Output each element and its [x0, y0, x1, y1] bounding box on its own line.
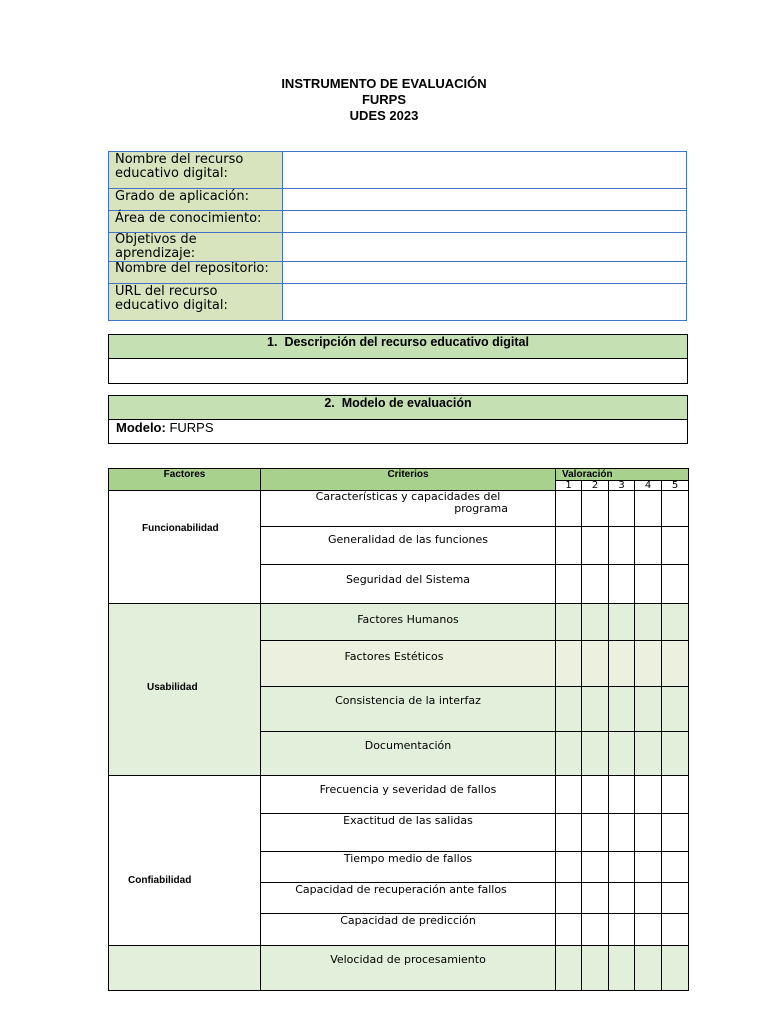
- header-criteria: Criterios: [261, 469, 556, 491]
- rating-cell[interactable]: [662, 491, 689, 527]
- rating-cell[interactable]: [582, 852, 609, 883]
- rating-cell[interactable]: [582, 776, 609, 814]
- rating-cell[interactable]: [582, 527, 609, 565]
- rating-cell[interactable]: [635, 687, 662, 732]
- rating-cell[interactable]: [582, 565, 609, 604]
- resource-info-table: [108, 151, 687, 321]
- rating-cell[interactable]: [662, 814, 689, 852]
- rating-cell[interactable]: [609, 604, 635, 641]
- info-label-objectives: Objetivos de aprendizaje:: [109, 233, 283, 262]
- rating-cell[interactable]: [609, 732, 635, 776]
- rating-cell[interactable]: [556, 641, 582, 687]
- rating-cell[interactable]: [609, 883, 635, 914]
- criterion-mean-time-failures: Tiempo medio de fallos: [261, 852, 556, 883]
- document-title: [0, 76, 768, 124]
- scale-5: 5: [662, 481, 689, 491]
- rating-cell[interactable]: [609, 491, 635, 527]
- info-value-grade[interactable]: [283, 189, 687, 211]
- criterion-aesthetic-factors: Factores Estéticos: [261, 641, 556, 687]
- rating-cell[interactable]: [556, 914, 582, 946]
- section-description: [108, 334, 688, 384]
- criterion-documentation: Documentación: [261, 732, 556, 776]
- rating-cell[interactable]: [609, 946, 635, 991]
- factor-performance: [109, 946, 261, 991]
- rating-cell[interactable]: [556, 732, 582, 776]
- rating-cell[interactable]: [582, 604, 609, 641]
- rating-cell[interactable]: [582, 914, 609, 946]
- rating-cell[interactable]: [662, 883, 689, 914]
- rating-cell[interactable]: [662, 732, 689, 776]
- rating-cell[interactable]: [635, 491, 662, 527]
- scale-2: 2: [582, 481, 609, 491]
- rating-cell[interactable]: [662, 565, 689, 604]
- info-label-url: URL del recurso educativo digital:: [109, 284, 283, 321]
- rating-cell[interactable]: [635, 732, 662, 776]
- rating-cell[interactable]: [556, 491, 582, 527]
- rating-cell[interactable]: [556, 946, 582, 991]
- rating-cell[interactable]: [582, 491, 609, 527]
- rating-cell[interactable]: [635, 776, 662, 814]
- rating-cell[interactable]: [609, 527, 635, 565]
- info-label-knowledge-area: Área de conocimiento:: [109, 211, 283, 233]
- rating-cell[interactable]: [582, 814, 609, 852]
- rating-cell[interactable]: [609, 914, 635, 946]
- rating-cell[interactable]: [582, 732, 609, 776]
- info-value-repository[interactable]: [283, 262, 687, 284]
- info-value-resource-name[interactable]: [283, 152, 687, 189]
- rating-cell[interactable]: [635, 814, 662, 852]
- rating-cell[interactable]: [556, 883, 582, 914]
- info-label-repository: Nombre del repositorio:: [109, 262, 283, 284]
- section-model: [108, 395, 688, 444]
- scale-3: 3: [609, 481, 635, 491]
- info-label-resource-name: Nombre del recurso educativo digital:: [109, 152, 283, 189]
- rating-cell[interactable]: [662, 946, 689, 991]
- rating-cell[interactable]: [635, 641, 662, 687]
- rating-cell[interactable]: [556, 527, 582, 565]
- model-value: FURPS: [165, 420, 214, 435]
- rating-cell[interactable]: [582, 641, 609, 687]
- rating-cell[interactable]: [635, 852, 662, 883]
- rating-cell[interactable]: [556, 687, 582, 732]
- rating-cell[interactable]: [582, 687, 609, 732]
- title-line-1: INSTRUMENTO DE EVALUACIÓN: [281, 76, 487, 91]
- rating-cell[interactable]: [635, 565, 662, 604]
- rating-cell[interactable]: [609, 852, 635, 883]
- rating-cell[interactable]: [556, 814, 582, 852]
- model-label: Modelo:: [116, 420, 166, 435]
- header-rating: Valoración: [556, 469, 689, 481]
- rating-cell[interactable]: [609, 814, 635, 852]
- section-model-header: 2. Modelo de evaluación: [109, 396, 687, 420]
- criterion-failure-frequency: Frecuencia y severidad de fallos: [261, 776, 556, 814]
- factor-functionality: Funcionabilidad: [109, 491, 261, 604]
- rating-cell[interactable]: [635, 883, 662, 914]
- criterion-human-factors: Factores Humanos: [261, 604, 556, 641]
- header-factors: Factores: [109, 469, 261, 491]
- evaluation-table: [108, 468, 689, 991]
- rating-cell[interactable]: [556, 852, 582, 883]
- rating-cell[interactable]: [662, 776, 689, 814]
- rating-cell[interactable]: [662, 604, 689, 641]
- factor-reliability: Confiabilidad: [109, 776, 261, 946]
- criterion-output-accuracy: Exactitud de las salidas: [261, 814, 556, 852]
- rating-cell[interactable]: [556, 776, 582, 814]
- rating-cell[interactable]: [582, 883, 609, 914]
- info-value-objectives[interactable]: [283, 233, 687, 262]
- title-line-3: UDES 2023: [349, 108, 419, 123]
- rating-cell[interactable]: [609, 565, 635, 604]
- criterion-security: Seguridad del Sistema: [261, 565, 556, 604]
- rating-cell[interactable]: [662, 914, 689, 946]
- rating-cell[interactable]: [662, 641, 689, 687]
- rating-cell[interactable]: [662, 687, 689, 732]
- info-label-grade: Grado de aplicación:: [109, 189, 283, 211]
- criterion-interface-consistency: Consistencia de la interfaz: [261, 687, 556, 732]
- rating-cell[interactable]: [635, 604, 662, 641]
- info-value-url[interactable]: [283, 284, 687, 321]
- criterion-prediction-capacity: Capacidad de predicción: [261, 914, 556, 946]
- criterion-capabilities: Características y capacidades del programa: [261, 491, 556, 527]
- rating-cell[interactable]: [609, 776, 635, 814]
- criterion-generality: Generalidad de las funciones: [261, 527, 556, 565]
- criterion-recovery-capacity: Capacidad de recuperación ante fallos: [261, 883, 556, 914]
- section-description-header: 1. Descripción del recurso educativo digital: [109, 335, 687, 359]
- rating-cell[interactable]: [635, 946, 662, 991]
- rating-cell[interactable]: [635, 914, 662, 946]
- info-value-knowledge-area[interactable]: [283, 211, 687, 233]
- rating-cell[interactable]: [582, 946, 609, 991]
- section-description-body[interactable]: [109, 359, 687, 382]
- rating-cell[interactable]: [662, 852, 689, 883]
- rating-cell[interactable]: [609, 641, 635, 687]
- rating-cell[interactable]: [556, 604, 582, 641]
- scale-4: 4: [635, 481, 662, 491]
- factor-usability: Usabilidad: [109, 604, 261, 776]
- rating-cell[interactable]: [635, 527, 662, 565]
- rating-cell[interactable]: [662, 527, 689, 565]
- rating-cell[interactable]: [609, 687, 635, 732]
- rating-cell[interactable]: [556, 565, 582, 604]
- criterion-processing-speed: Velocidad de procesamiento: [261, 946, 556, 991]
- title-line-2: FURPS: [361, 92, 407, 107]
- scale-1: 1: [556, 481, 582, 491]
- section-model-body: [109, 420, 687, 442]
